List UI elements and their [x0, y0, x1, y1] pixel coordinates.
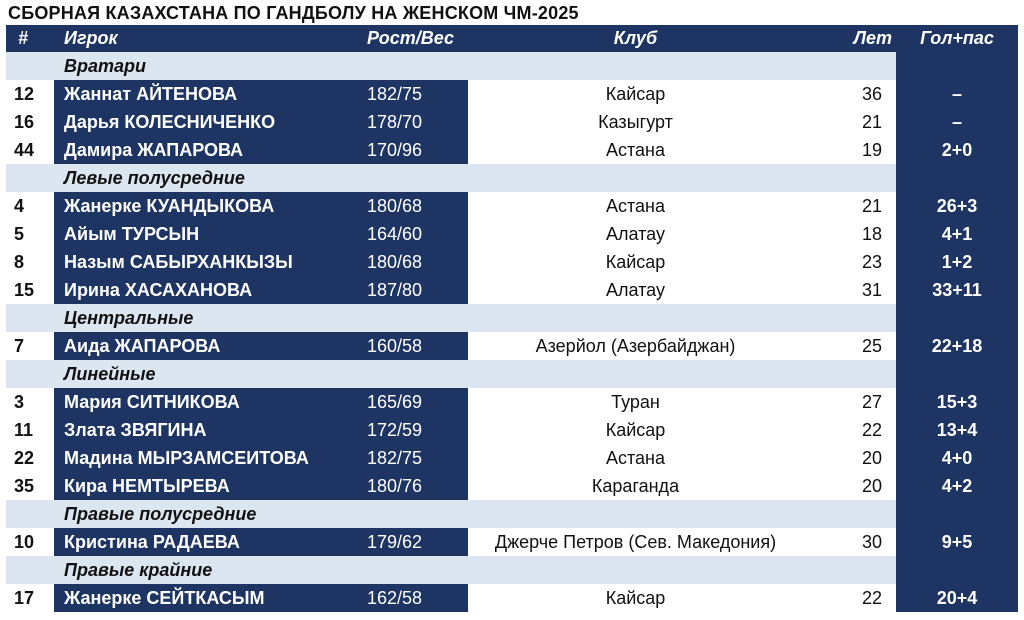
roster-table [6, 25, 1018, 612]
section-label: Центральные [64, 308, 194, 328]
section-label: Вратари [64, 56, 147, 76]
section-label: Линейные [64, 364, 156, 384]
player-goals-assists: 15+3 [896, 388, 1018, 416]
player-club: Кайсар [468, 416, 803, 444]
player-club: Астана [468, 136, 803, 164]
player-name: Жаннат АЙТЕНОВА [54, 80, 357, 108]
player-goals-assists: 26+3 [896, 192, 1018, 220]
player-goals-assists: 4+0 [896, 444, 1018, 472]
player-goals-assists: 9+5 [896, 528, 1018, 556]
table-row [6, 528, 1018, 556]
header-height-weight: Рост/Вес [367, 28, 455, 48]
header-player: Игрок [64, 28, 118, 48]
table-row [6, 388, 1018, 416]
player-age: 18 [803, 220, 896, 248]
player-height-weight: 179/62 [357, 528, 468, 556]
player-name: Айым ТУРСЫН [54, 220, 357, 248]
player-name: Назым САБЫРХАНКЫЗЫ [54, 248, 357, 276]
player-age: 19 [803, 136, 896, 164]
player-age: 27 [803, 388, 896, 416]
table-row [6, 444, 1018, 472]
player-height-weight: 160/58 [357, 332, 468, 360]
player-club: Астана [468, 444, 803, 472]
section-row [6, 304, 1018, 332]
player-name: Жанерке КУАНДЫКОВА [54, 192, 357, 220]
player-goals-assists: 33+11 [896, 276, 1018, 304]
player-number: 3 [6, 388, 54, 416]
player-club: Кайсар [468, 248, 803, 276]
player-name: Кира НЕМТЫРЕВА [54, 472, 357, 500]
player-goals-assists: 20+4 [896, 584, 1018, 612]
player-height-weight: 172/59 [357, 416, 468, 444]
player-number: 44 [6, 136, 54, 164]
player-club: Джерче Петров (Сев. Македония) [468, 528, 803, 556]
section-row [6, 360, 1018, 388]
player-age: 31 [803, 276, 896, 304]
player-name: Злата ЗВЯГИНА [54, 416, 357, 444]
player-height-weight: 180/68 [357, 248, 468, 276]
player-club: Туран [468, 388, 803, 416]
player-name: Мария СИТНИКОВА [54, 388, 357, 416]
player-number: 7 [6, 332, 54, 360]
section-row [6, 500, 1018, 528]
player-height-weight: 162/58 [357, 584, 468, 612]
player-number: 11 [6, 416, 54, 444]
header-goals-assists: Гол+пас [920, 28, 994, 48]
player-number: 17 [6, 584, 54, 612]
table-row [6, 220, 1018, 248]
header-club: Клуб [613, 28, 658, 48]
player-club: Кайсар [468, 584, 803, 612]
player-number: 12 [6, 80, 54, 108]
player-goals-assists: 4+2 [896, 472, 1018, 500]
player-height-weight: 170/96 [357, 136, 468, 164]
table-row [6, 108, 1018, 136]
player-number: 16 [6, 108, 54, 136]
player-goals-assists: 13+4 [896, 416, 1018, 444]
player-height-weight: 187/80 [357, 276, 468, 304]
section-label: Правые крайние [64, 560, 213, 580]
player-number: 35 [6, 472, 54, 500]
player-height-weight: 182/75 [357, 80, 468, 108]
player-height-weight: 182/75 [357, 444, 468, 472]
header-age: Лет [853, 28, 892, 48]
section-label: Левые полусредние [64, 168, 245, 188]
table-row [6, 276, 1018, 304]
player-name: Кристина РАДАЕВА [54, 528, 357, 556]
table-header [6, 25, 1018, 52]
player-number: 15 [6, 276, 54, 304]
player-height-weight: 164/60 [357, 220, 468, 248]
player-number: 4 [6, 192, 54, 220]
section-row [6, 556, 1018, 584]
player-age: 20 [803, 444, 896, 472]
table-row [6, 136, 1018, 164]
player-goals-assists: 1+2 [896, 248, 1018, 276]
table-row [6, 472, 1018, 500]
player-club: Казыгурт [468, 108, 803, 136]
player-name: Дарья КОЛЕСНИЧЕНКО [54, 108, 357, 136]
player-height-weight: 165/69 [357, 388, 468, 416]
player-number: 22 [6, 444, 54, 472]
player-age: 36 [803, 80, 896, 108]
player-goals-assists: – [896, 80, 1018, 108]
player-age: 25 [803, 332, 896, 360]
player-age: 23 [803, 248, 896, 276]
player-age: 22 [803, 584, 896, 612]
player-name: Мадина МЫРЗАМСЕИТОВА [54, 444, 357, 472]
player-age: 22 [803, 416, 896, 444]
player-number: 10 [6, 528, 54, 556]
player-goals-assists: 4+1 [896, 220, 1018, 248]
header-number: # [18, 28, 29, 48]
table-row [6, 248, 1018, 276]
player-goals-assists: 2+0 [896, 136, 1018, 164]
player-club: Азерйол (Азербайджан) [468, 332, 803, 360]
player-name: Жанерке СЕЙТКАСЫМ [54, 584, 357, 612]
player-height-weight: 180/76 [357, 472, 468, 500]
player-club: Кайсар [468, 80, 803, 108]
player-name: Аида ЖАПАРОВА [54, 332, 357, 360]
player-goals-assists: 22+18 [896, 332, 1018, 360]
table-row [6, 584, 1018, 612]
section-label: Правые полусредние [64, 504, 257, 524]
player-club: Караганда [468, 472, 803, 500]
player-name: Дамира ЖАПАРОВА [54, 136, 357, 164]
player-goals-assists: – [896, 108, 1018, 136]
player-number: 5 [6, 220, 54, 248]
player-name: Ирина ХАСАХАНОВА [54, 276, 357, 304]
table-row [6, 332, 1018, 360]
table-row [6, 80, 1018, 108]
player-age: 21 [803, 192, 896, 220]
player-height-weight: 178/70 [357, 108, 468, 136]
page-title: СБОРНАЯ КАЗАХСТАНА ПО ГАНДБОЛУ НА ЖЕНСКОМ ЧМ-2025 [8, 3, 579, 23]
table-row [6, 192, 1018, 220]
player-club: Астана [468, 192, 803, 220]
table-row [6, 416, 1018, 444]
player-age: 30 [803, 528, 896, 556]
player-age: 21 [803, 108, 896, 136]
player-number: 8 [6, 248, 54, 276]
section-row [6, 164, 1018, 192]
player-age: 20 [803, 472, 896, 500]
section-row [6, 52, 1018, 80]
player-club: Алатау [468, 276, 803, 304]
player-club: Алатау [468, 220, 803, 248]
player-height-weight: 180/68 [357, 192, 468, 220]
